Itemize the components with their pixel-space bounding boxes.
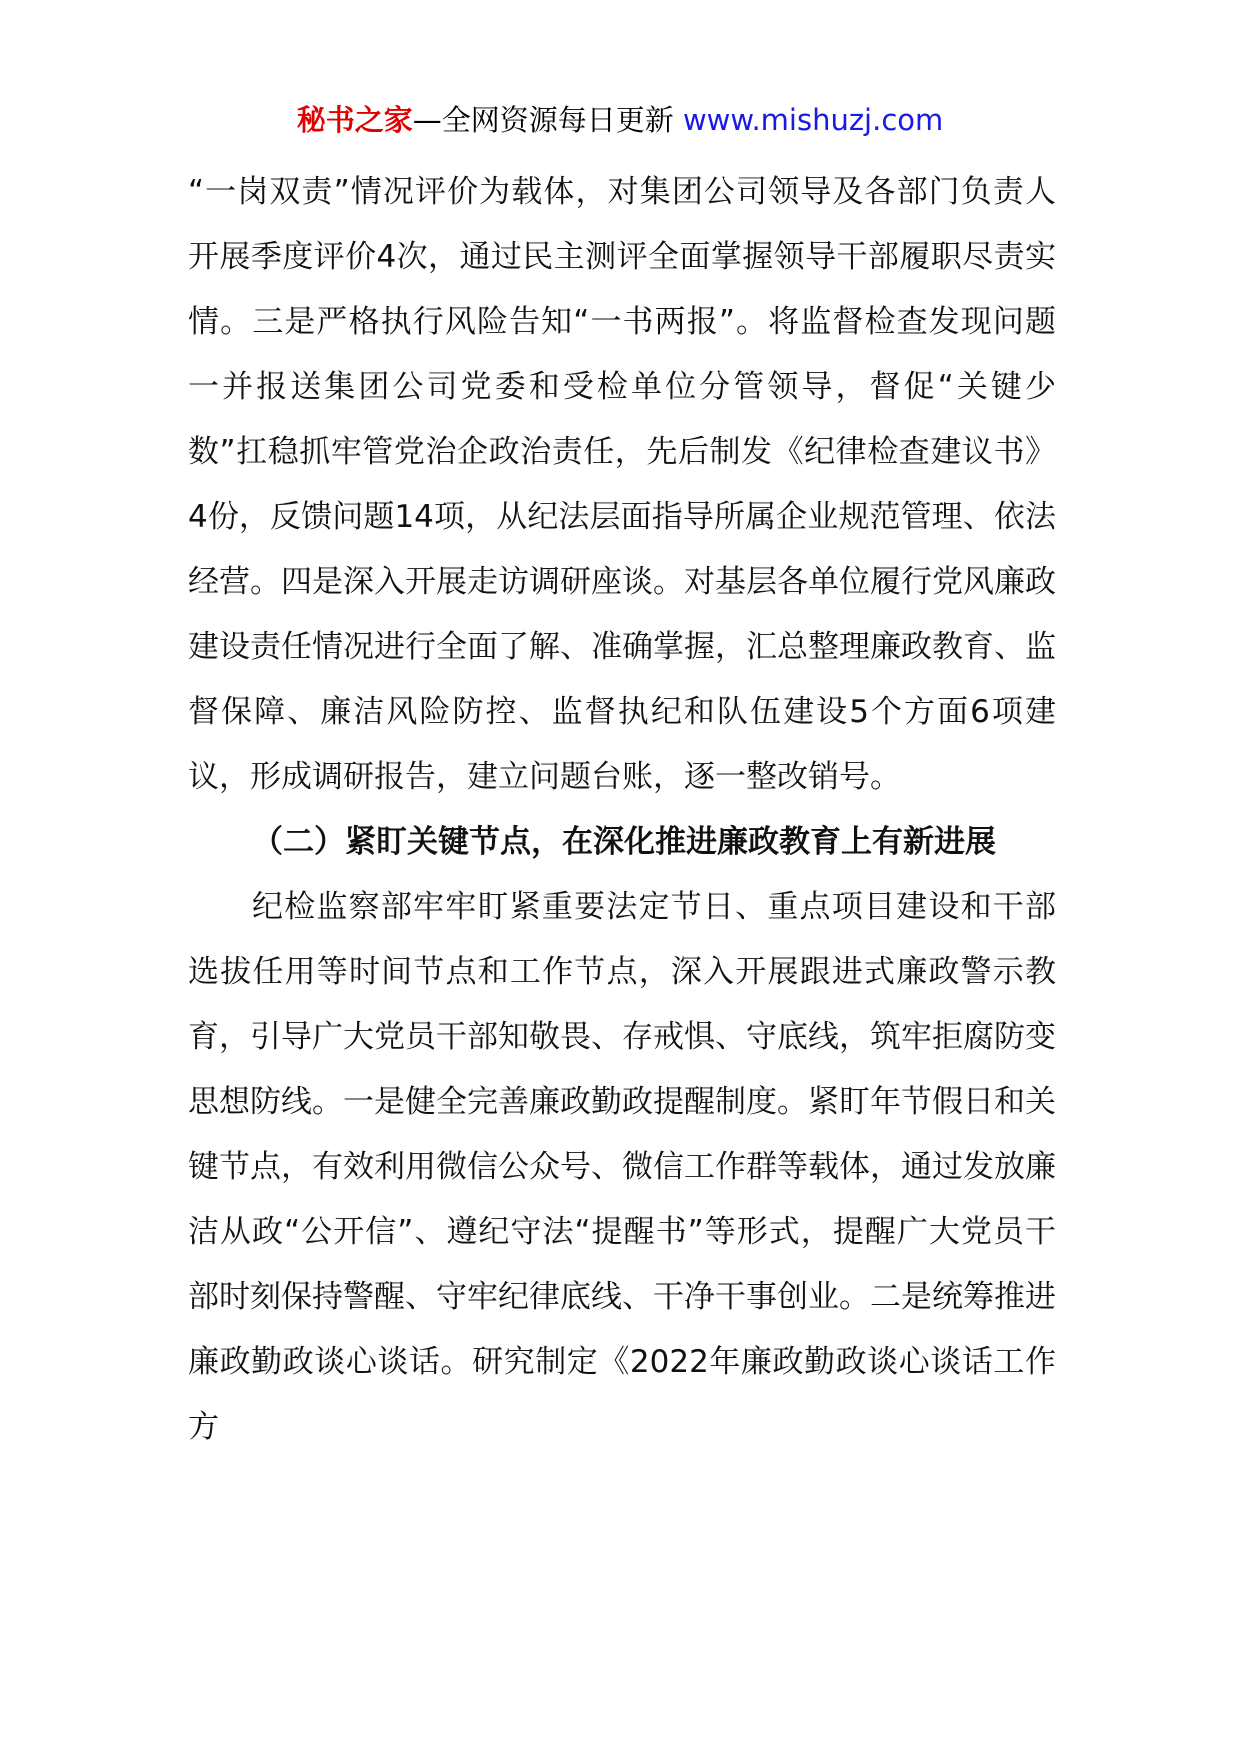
site-url-link[interactable]: www.mishuzj.com xyxy=(682,103,944,137)
site-brand: 秘书之家 xyxy=(296,103,413,137)
body-paragraph: “一岗双责”情况评价为载体，对集团公司领导及各部门负责人开展季度评价4次，通过民主测评全面掌握领导干部履职尽责实情。三是严格执行风险告知“一书两报”。将监督检查发现问题一并报送集团公司党委和受检单位分管领导，督促“关键少数”扛稳抓牢管党治企政治责任，先后制发《纪律检查建议书》4份，反馈问题14项，从纪法层面指导所属企业规范管理、依法经营。四是深入开展走访调研座谈。对基层各单位履行党风廉政建设责任情况进行全面了解、准确掌握，汇总整理廉政教育、监督保障、廉洁风险防控、监督执纪和队伍建设5个方面6项建议，形成调研报告，建立问题台账，逐一整改销号。 xyxy=(188,174,1056,795)
body-paragraph: 纪检监察部牢牢盯紧重要法定节日、重点项目建设和干部选拔任用等时间节点和工作节点，深入开展跟进式廉政警示教育，引导广大党员干部知敬畏、存戒惧、守底线，筑牢拒腐防变思想防线。一是健全完善廉政勤政提醒制度。紧盯年节假日和关键节点，有效利用微信公众号、微信工作群等载体，通过发放廉洁从政“公开信”、遵纪守法“提醒书”等形式，提醒广大党员干部时刻保持警醒、守牢纪律底线、干净干事创业。二是统筹推进廉政勤政谈心谈话。研究制定《2022年廉政勤政谈心谈话工作方 xyxy=(188,889,1056,1445)
section-heading: （二）紧盯关键节点，在深化推进廉政教育上有新进展 xyxy=(252,824,996,860)
site-tagline: —全网资源每日更新 xyxy=(412,103,674,137)
document-body xyxy=(188,160,1056,1460)
site-header xyxy=(0,100,1240,140)
